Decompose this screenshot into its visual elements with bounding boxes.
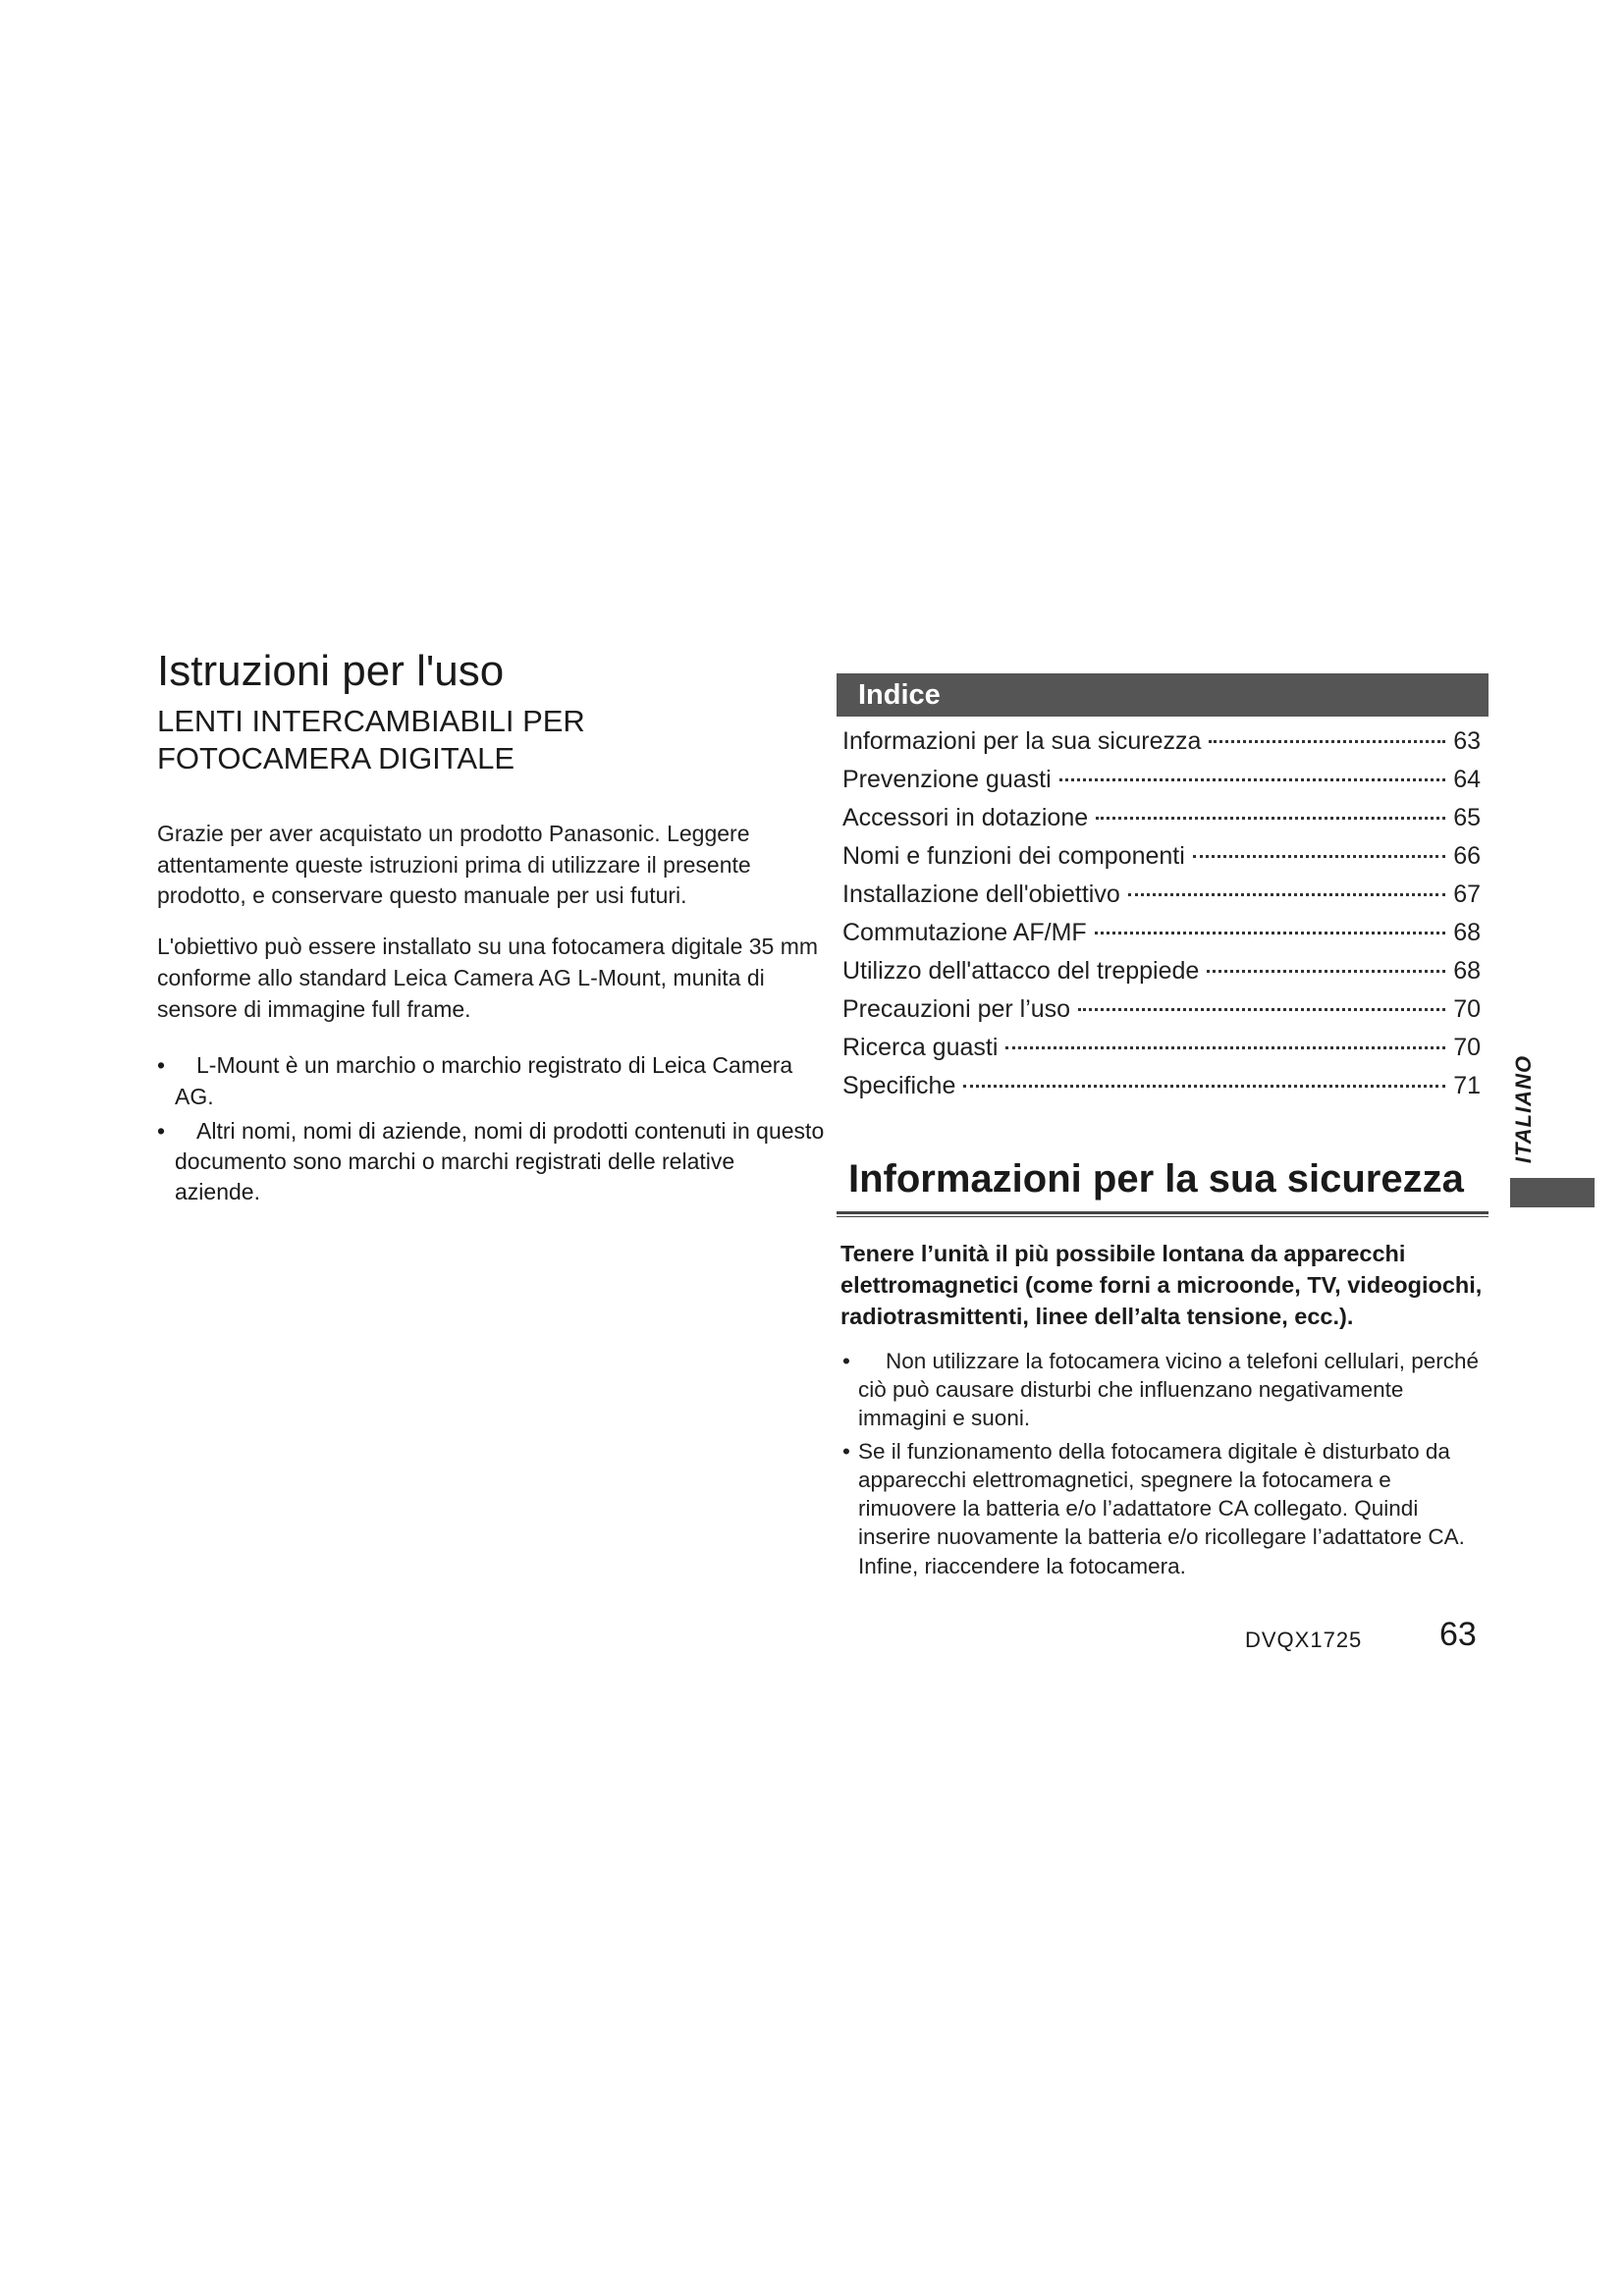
trademark-notes [157,1050,825,1207]
toc-entry-page: 64 [1453,766,1481,793]
document-subtitle: LENTI INTERCAMBIABILI PER FOTOCAMERA DIGITALE [157,704,585,776]
toc-entry-label: Ricerca guasti [842,1034,999,1061]
trademark-note [157,1116,825,1208]
toc-leader-dots [1095,932,1446,934]
toc-leader-dots [1078,1008,1445,1011]
toc-leader-dots [1059,778,1446,781]
language-side-label [1504,1041,1543,1178]
document-title: Istruzioni per l'uso [157,647,505,695]
safety-note-text: Se il funzionamento della fotocamera digitale è disturbato da apparecchi elettromagnetici, spegnere la fotocamera e rimuovere la batteria e/o l’adattatore CA collegato. Quindi inserire nuovamente la batteria e/o ricollegare l’adattatore CA. Infine, riaccendere la fotocamera. [858,1438,1465,1578]
toc-entry[interactable] [837,1067,1489,1105]
bullet-icon: • [157,1052,166,1079]
toc-leader-dots [1193,855,1445,858]
language-label: ITALIANO [1511,1054,1536,1164]
safety-note [837,1347,1489,1433]
safety-warning: Tenere l’unità il più possibile lontana da apparecchi elettromagnetici (come forni a microonde, TV, videogiochi, radiotrasmittenti, linee dell’alta tensione, ecc.). [840,1241,1483,1329]
toc-entry-label: Accessori in dotazione [842,804,1089,831]
trademark-note-text: L-Mount è un marchio o marchio registrato di Leica Camera AG. [175,1052,793,1109]
toc-entry-label: Prevenzione guasti [842,766,1052,793]
toc-entry-page: 70 [1453,1034,1481,1061]
toc-entry-page: 71 [1453,1072,1481,1099]
toc-leader-dots [1128,893,1445,896]
section-divider [837,1211,1489,1217]
toc-entry[interactable] [837,1029,1489,1067]
toc-entry-page: 66 [1453,842,1481,870]
document-code: DVQX1725 [1245,1628,1363,1652]
toc-entry-label: Installazione dell'obiettivo [842,881,1120,908]
toc-entry-page: 67 [1453,881,1481,908]
toc-leader-dots [1209,740,1445,743]
right-column [837,673,1489,1584]
toc-entry-label: Informazioni per la sua sicurezza [842,727,1202,755]
intro-paragraph-thanks: Grazie per aver acquistato un prodotto Panasonic. Leggere attentamente queste istruzioni prima di utilizzare il presente prodotto, e conservare questo manuale per usi futuri. [157,821,751,909]
toc-entry-page: 68 [1453,919,1481,946]
toc-entry[interactable] [837,952,1489,990]
trademark-note [157,1050,825,1112]
toc-leader-dots [1207,970,1445,973]
intro-paragraph-compatibility: L'obiettivo può essere installato su una fotocamera digitale 35 mm conforme allo standard Leica Camera AG L-Mount, munita di sensore di immagine full frame. [157,934,819,1022]
toc-leader-dots [963,1085,1445,1088]
toc-entry[interactable] [837,761,1489,799]
safety-notes [837,1347,1489,1580]
toc-leader-dots [1005,1046,1445,1049]
toc-entry[interactable] [837,876,1489,914]
safety-note-text: Non utilizzare la fotocamera vicino a telefoni cellulari, perché ciò può causare disturbi che influenzano negativamente immagini e suoni. [858,1348,1480,1431]
trademark-note-text: Altri nomi, nomi di aziende, nomi di prodotti contenuti in questo documento sono marchi o marchi registrati delle relative aziende. [175,1117,825,1205]
toc-entry[interactable] [837,722,1489,761]
toc-leader-dots [1096,817,1445,820]
toc-entry-page: 63 [1453,727,1481,755]
toc-entry-page: 65 [1453,804,1481,831]
index-header: Indice [837,673,1489,717]
toc-entry[interactable] [837,837,1489,876]
bullet-icon: • [842,1348,850,1373]
toc-entry-page: 70 [1453,995,1481,1023]
toc-entry-label: Specifiche [842,1072,956,1099]
table-of-contents [837,722,1489,1105]
toc-entry-label: Precauzioni per l’uso [842,995,1071,1023]
left-column [157,648,825,1212]
bullet-icon: • [842,1438,850,1464]
safety-note [837,1437,1489,1580]
toc-entry[interactable] [837,799,1489,837]
toc-entry[interactable] [837,914,1489,952]
toc-entry-page: 68 [1453,957,1481,985]
toc-entry-label: Nomi e funzioni dei componenti [842,842,1185,870]
language-tab-marker [1510,1178,1595,1207]
page-number: 63 [1439,1616,1477,1653]
safety-section-heading: Informazioni per la sua sicurezza [848,1157,1464,1201]
toc-entry-label: Commutazione AF/MF [842,919,1087,946]
toc-entry[interactable] [837,990,1489,1029]
bullet-icon: • [157,1117,166,1144]
toc-entry-label: Utilizzo dell'attacco del treppiede [842,957,1200,985]
